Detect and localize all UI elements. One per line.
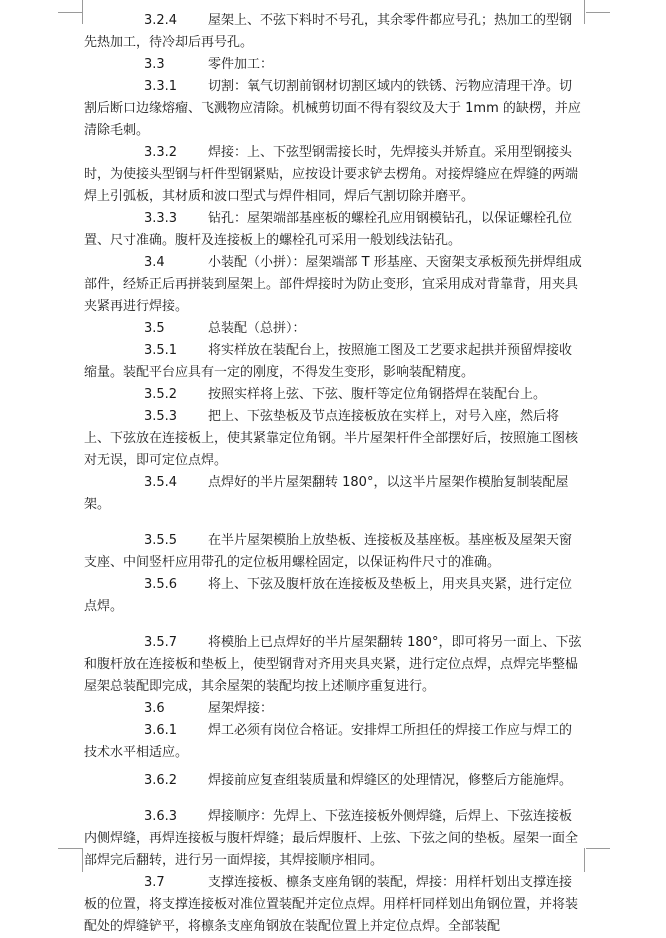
section-text: 将实样放在装配台上，按照施工图及工艺要求起拱并预留焊接收缩量。装配平台应具有一定的刚度，不得发生变形，影响装配精度。 (84, 343, 573, 380)
para-3-7 (84, 872, 582, 938)
crop-mark-bottom-left-v (82, 848, 83, 872)
para-3-5 (84, 318, 582, 340)
para-3-2-4 (84, 10, 582, 54)
section-text: 将模胎上已点焊好的半片屋架翻转 180°，即可将另一面上、下弦和腹杆放在连接板和垫板上，使型钢背对齐用夹具夹紧，进行定位点焊，点焊完毕整榀屋架总装配即完成，其余屋架的装配均按上述顺序重复进行。 (84, 635, 582, 694)
section-text: 焊接前应复查组装质量和焊缝区的处理情况，修整后方能施焊。 (208, 773, 573, 788)
section-number: 3.5.7 (144, 635, 178, 650)
para-3-4 (84, 252, 582, 318)
section-number: 3.6.2 (144, 773, 178, 788)
section-text: 将上、下弦及腹杆放在连接板及垫板上，用夹具夹紧，进行定位点焊。 (84, 577, 573, 614)
section-text: 把上、下弦垫板及节点连接板放在实样上，对号入座，然后将上、下弦放在连接板上，使其紧靠定位角钢。半片屋架杆件全部摆好后，按照施工图核对无误，即可定位点焊。 (84, 409, 579, 468)
section-number: 3.6.1 (144, 723, 178, 738)
section-text: 屋架焊接： (208, 701, 274, 716)
section-number: 3.5.4 (144, 475, 178, 490)
section-number: 3.5.1 (144, 343, 178, 358)
crop-mark-bottom-left-h (58, 848, 82, 849)
document-body (84, 10, 582, 938)
crop-mark-top-left-v (82, 0, 83, 24)
section-number: 3.3.1 (144, 79, 178, 94)
section-number: 3.5.2 (144, 387, 178, 402)
section-number: 3.3.3 (144, 211, 178, 226)
section-number: 3.5.6 (144, 577, 178, 592)
para-3-5-6 (84, 574, 582, 618)
section-text: 点焊好的半片屋架翻转 180°，以这半片屋架作模胎复制装配屋架。 (84, 475, 569, 512)
section-text: 零件加工： (208, 57, 274, 72)
section-text: 在半片屋架模胎上放垫板、连接板及基座板。基座板及屋架天窗支座、中间竖杆应用带孔的定位板用螺栓固定，以保证构件尺寸的准确。 (84, 533, 573, 570)
section-text: 焊工必须有岗位合格证。安排焊工所担任的焊接工作应与焊工的技术水平相适应。 (84, 723, 573, 760)
para-3-6-1 (84, 720, 582, 764)
crop-mark-bottom-right-v (584, 848, 585, 872)
para-3-5-7 (84, 632, 582, 698)
crop-mark-top-left-h (58, 12, 82, 13)
section-text: 切割：氧气切割前钢材切割区域内的铁锈、污物应清理干净。切割后断口边缘熔瘤、飞溅物应清除。机械剪切面不得有裂纹及大于 1mm 的缺楞，并应清除毛刺。 (84, 79, 581, 138)
section-number: 3.5 (144, 321, 165, 336)
crop-mark-bottom-right-h (586, 848, 610, 849)
section-text: 焊接顺序：先焊上、下弦连接板外侧焊缝，后焊上、下弦连接板内侧焊缝，再焊连接板与腹杆焊缝；最后焊腹杆、上弦、下弦之间的垫板。屋架一面全部焊完后翻转，进行另一面焊接，其焊接顺序相同。 (84, 809, 579, 868)
para-3-6-3 (84, 806, 582, 872)
para-3-5-3 (84, 406, 582, 472)
para-3-3-2 (84, 142, 582, 208)
crop-mark-top-right-h (586, 12, 610, 13)
section-text: 按照实样将上弦、下弦、腹杆等定位角钢搭焊在装配台上。 (208, 387, 547, 402)
para-3-5-4 (84, 472, 582, 516)
para-3-3 (84, 54, 582, 76)
para-3-6-2 (84, 770, 582, 792)
section-text: 屋架上、不弦下料时不号孔，其余零件都应号孔；热加工的型钢先热加工，待冷却后再号孔。 (84, 13, 573, 50)
para-3-6 (84, 698, 582, 720)
section-number: 3.6.3 (144, 809, 178, 824)
section-number: 3.3 (144, 57, 165, 72)
section-number: 3.5.3 (144, 409, 178, 424)
section-text: 钻孔：屋架端部基座板的螺栓孔应用钢模钻孔，以保证螺栓孔位置、尺寸准确。腹杆及连接板上的螺栓孔可采用一般划线法钻孔。 (84, 211, 573, 248)
section-number: 3.6 (144, 701, 165, 716)
para-3-5-5 (84, 530, 582, 574)
section-text: 小装配（小拼）：屋架端部 T 形基座、天窗架支承板预先拼焊组成部件，经矫正后再拼装到屋架上。部件焊接时为防止变形，宜采用成对背靠背，用夹具夹紧再进行焊接。 (84, 255, 582, 314)
section-number: 3.4 (144, 255, 165, 270)
section-number: 3.7 (144, 875, 165, 890)
para-3-5-2 (84, 384, 582, 406)
para-3-5-1 (84, 340, 582, 384)
section-number: 3.3.2 (144, 145, 178, 160)
section-text: 总装配（总拼）： (208, 321, 306, 336)
section-text: 支撑连接板、檩条支座角钢的装配，焊接：用样杆划出支撑连接板的位置，将支撑连接板对准位置装配并定位点焊。用样杆同样划出角钢位置，并将装配处的焊缝铲平，将檩条支座角钢放在装配位置上并定位点焊。全部装配 (84, 875, 579, 934)
para-3-3-1 (84, 76, 582, 142)
crop-mark-top-right-v (584, 0, 585, 24)
para-3-3-3 (84, 208, 582, 252)
section-number: 3.5.5 (144, 533, 178, 548)
section-number: 3.2.4 (144, 13, 178, 28)
section-text: 焊接：上、下弦型钢需接长时，先焊接头并矫直。采用型钢接头时，为使接头型钢与杆件型钢紧贴，应按设计要求铲去楞角。对接焊缝应在焊缝的两端焊上引弧板，其材质和波口型式与焊件相同，焊后气割切除并磨平。 (84, 145, 579, 204)
